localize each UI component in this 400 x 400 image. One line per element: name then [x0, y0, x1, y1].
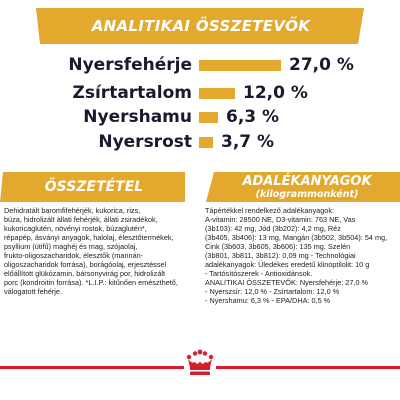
- brand-logo: [184, 349, 216, 385]
- nutrient-bar: [199, 60, 281, 71]
- analytical-banner: [36, 8, 366, 44]
- composition-title: ÖSSZETÉTEL: [44, 179, 144, 195]
- nutrient-value: 12,0 %: [243, 83, 308, 103]
- crown-logo-icon: [184, 349, 216, 385]
- nutrient-bar: [199, 112, 218, 123]
- nutrient-value: 6,3 %: [226, 107, 280, 127]
- banner-title: ANALITIKAI ÖSSZETEVŐK: [91, 17, 311, 35]
- nutrient-label: Nyershamu: [83, 107, 192, 127]
- nutrient-label: Nyersrost: [98, 132, 192, 152]
- nutrient-value: 3,7 %: [221, 132, 275, 152]
- nutrient-label: Nyersfehérje: [68, 55, 192, 75]
- additives-header: [214, 172, 400, 202]
- nutrient-label: Zsírtartalom: [72, 83, 192, 103]
- additives-text: Tápértékkel rendelkező adalékanyagok: A-vitamin: 28500 NE, D3-vitamin: 763 NE, Vas (3b103): 42 mg, Jód (3b202): 4,2 mg, Réz (3b405, 3b406): 13 mg, Mangán (3b502, 3b504): 54 mg, Cink (3b603, 3b605, 3b606): 135 mg, Szelén (3b801, 3b811, 3b812): 0,09 mg - Technológiai adalékanyagok: Üledékes eredetű klinoptilolit: 10 g - Tartósítószerek - Antioxidánsok. ANALITIKAI ÖSSZETEVŐK: Nyersfehérje: 27,0 % - Nyerszsír: 12,0 % - Zsírtartalom: 12,0 % - Nyershamu: 6,3 % - EPA/DHA: 0,5 %: [205, 206, 388, 305]
- composition-text: Dehidratált baromfifehérjék, kukorica, rizs, búza, hidrolizált állati fehérjék, állati zsiradékok, kukoricaglutén, növényi rostok, búzaglutén*, répapép, ásványi anyagok, halolaj, élesztőtermékek, psyllium (útifű) maghéj és mag, szójaolaj, frukto-oligoszacharidok, élesztők (mannán- oligoszacharidok forrása), borágóolaj, erjesztéssel előállított glükózamin, bársonyvirág por, hidrolizált porc (kondroitin forrása). *L.I.P.: kitűnően emészthető, válogatott fehérje.: [4, 206, 178, 296]
- nutrient-row-fibre: [0, 130, 400, 154]
- additives-subtitle: (kilogrammonként): [255, 188, 359, 200]
- composition-header: [3, 172, 185, 202]
- nutrient-row-ash: [0, 105, 400, 129]
- nutrient-row-fat: [0, 81, 400, 105]
- nutrient-bar: [199, 137, 213, 148]
- nutrient-bar: [199, 88, 235, 99]
- nutrient-row-protein: [0, 53, 400, 77]
- additives-title: ADALÉKANYAGOK: [242, 173, 372, 189]
- nutrient-value: 27,0 %: [289, 55, 354, 75]
